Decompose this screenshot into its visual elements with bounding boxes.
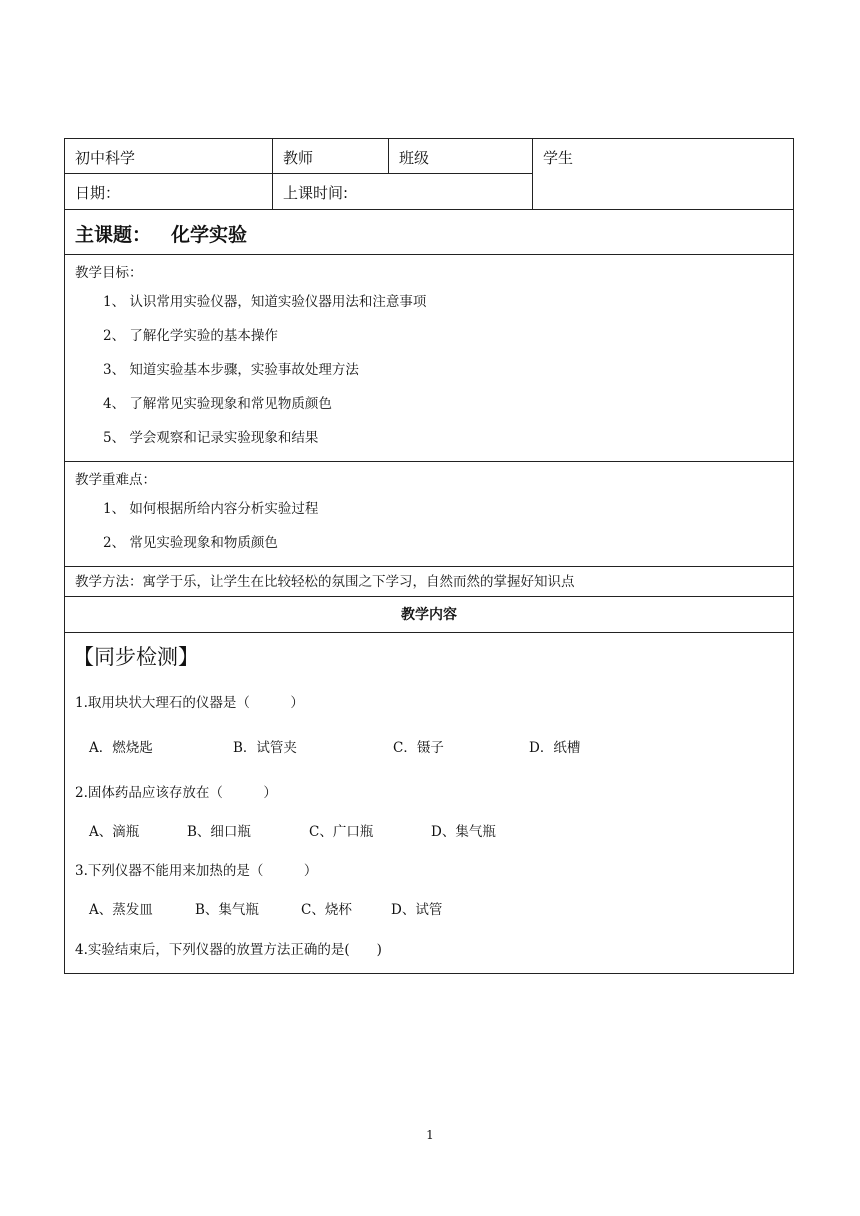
key-point-item: 1、 如何根据所给内容分析实验过程	[103, 501, 319, 517]
class-label: 班级	[399, 149, 430, 167]
key-points-label: 教学重难点：	[75, 472, 156, 488]
sync-heading: 【同步检测】	[73, 645, 199, 669]
topic-label: 主课题：	[75, 224, 152, 246]
option: C．镊子	[393, 740, 444, 756]
question: 3.下列仪器不能用来加热的是（ ）	[75, 863, 318, 879]
content-header: 教学内容	[65, 597, 793, 633]
options-row	[75, 725, 783, 771]
option: C、广口瓶	[309, 824, 374, 840]
time-label: 上课时间:	[283, 184, 349, 202]
header-grid	[65, 139, 793, 210]
option: A、滴瓶	[89, 824, 140, 840]
option: C、烧杯	[301, 902, 352, 918]
option: B、细口瓶	[187, 824, 251, 840]
option: D、试管	[391, 902, 443, 918]
option: A、蒸发皿	[89, 902, 153, 918]
key-point-item: 2、 常见实验现象和物质颜色	[103, 535, 278, 551]
method-row: 教学方法：寓学于乐，让学生在比较轻松的氛围之下学习，自然而然的掌握好知识点	[65, 567, 793, 597]
subject-cell: 初中科学	[75, 149, 136, 167]
objectives-section	[65, 255, 793, 462]
objective-item: 5、 学会观察和记录实验现象和结果	[103, 430, 319, 446]
option: D、集气瓶	[431, 824, 496, 840]
option: A．燃烧匙	[89, 740, 153, 756]
options-row	[75, 893, 783, 927]
teacher-label: 教师	[283, 149, 314, 167]
option: B．试管夹	[233, 740, 297, 756]
option: D．纸槽	[529, 740, 581, 756]
page-number: 1	[426, 1128, 434, 1142]
options-row	[75, 815, 783, 849]
sync-test-section	[65, 633, 793, 973]
option: B、集气瓶	[195, 902, 259, 918]
question: 4.实验结束后，下列仪器的放置方法正确的是( )	[75, 942, 382, 958]
topic-value: 化学实验	[171, 224, 248, 246]
date-label: 日期：	[75, 184, 121, 202]
objective-item: 4、 了解常见实验现象和常见物质颜色	[103, 396, 332, 412]
question: 2.固体药品应该存放在（ ）	[75, 785, 277, 801]
question: 1.取用块状大理石的仪器是（ ）	[75, 695, 304, 711]
student-label: 学生	[543, 149, 574, 167]
lesson-plan-table	[64, 138, 794, 974]
topic-row	[65, 210, 793, 255]
objective-item: 1、 认识常用实验仪器，知道实验仪器用法和注意事项	[103, 294, 427, 310]
key-points-section	[65, 462, 793, 567]
objectives-label: 教学目标：	[75, 265, 143, 281]
objective-item: 2、 了解化学实验的基本操作	[103, 328, 278, 344]
objective-item: 3、 知道实验基本步骤，实验事故处理方法	[103, 362, 359, 378]
